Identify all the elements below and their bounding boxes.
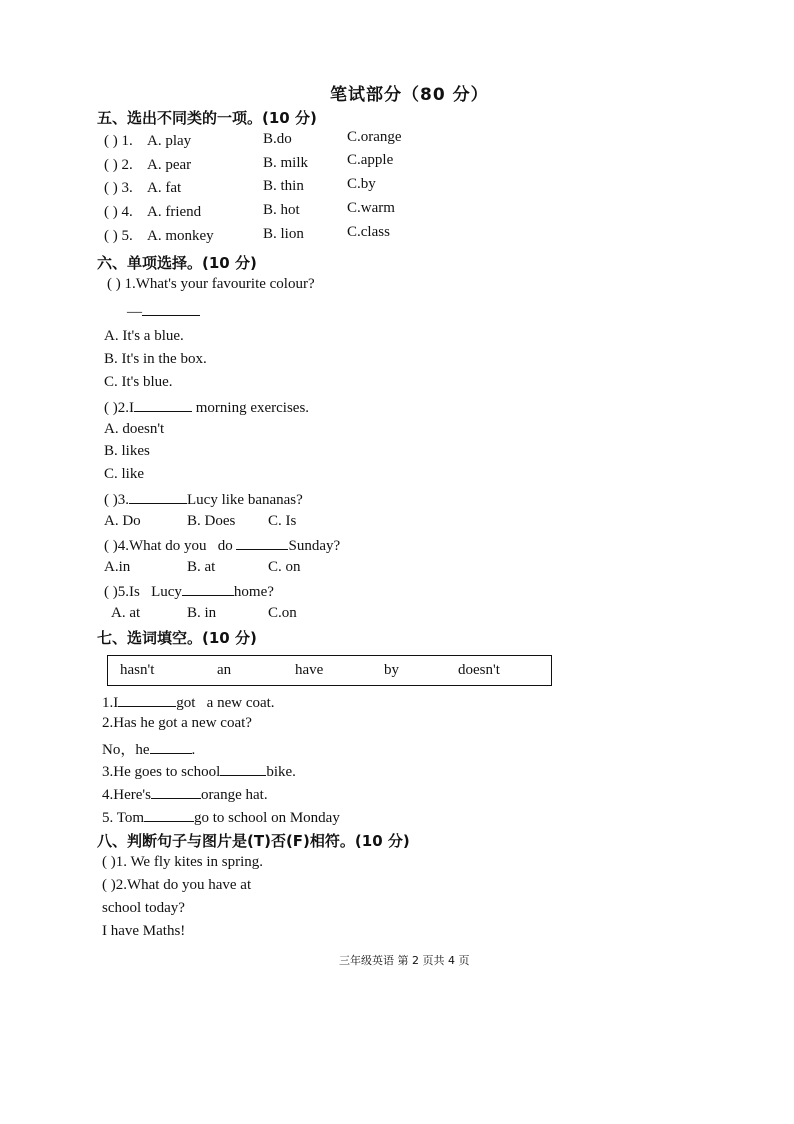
judge-question-2-line-2: school today? — [102, 900, 185, 916]
question-3 — [104, 490, 303, 509]
sentence-post: bike. — [266, 764, 296, 780]
question-4-post: Sunday? — [288, 538, 341, 554]
judge-question-2-line-3: I have Maths! — [102, 923, 186, 939]
fill-blank-1[interactable] — [118, 693, 176, 707]
word-bank-word: hasn't — [120, 662, 155, 678]
option-b: B. at — [187, 559, 216, 575]
option-b: B. milk — [263, 155, 309, 171]
question-4-pre: ( )4.What do you do — [104, 538, 233, 554]
question-2-post: morning exercises. — [195, 400, 310, 416]
question-5-blank[interactable] — [182, 582, 234, 596]
sentence-pre: 1.I — [102, 695, 119, 711]
option-a: A. fat — [147, 180, 182, 196]
option-b: B.do — [263, 131, 292, 147]
option-c: C.on — [268, 605, 297, 621]
sentence-pre: 4.Here's — [102, 787, 151, 803]
section-8-heading: 八、判断句子与图片是(T)否(F)相符。(10 分) — [97, 832, 410, 850]
option-b: B. lion — [263, 226, 304, 242]
item-number: ( ) 1. — [104, 133, 133, 149]
answer-blank[interactable] — [142, 302, 200, 316]
sentence-pre: 5. Tom — [102, 810, 145, 826]
option-a: A.in — [104, 559, 131, 575]
option-a: A. doesn't — [104, 421, 165, 437]
sentence-post: got a new coat. — [176, 695, 275, 711]
option-a: A. friend — [147, 204, 202, 220]
fill-sentence-3 — [102, 762, 296, 781]
question-4-blank[interactable] — [236, 536, 288, 550]
word-bank-box — [107, 655, 552, 686]
fill-sentence-2-question: 2.Has he got a new coat? — [102, 715, 252, 731]
option-c: C. Is — [268, 513, 297, 529]
item-number: ( ) 4. — [104, 204, 133, 220]
judge-question-2-line-1: ( )2.What do you have at — [102, 877, 252, 893]
option-c: C.by — [347, 176, 376, 192]
option-b: B. It's in the box. — [104, 351, 207, 367]
question-2-blank[interactable] — [134, 398, 192, 412]
question-2 — [104, 398, 309, 417]
fill-blank-5[interactable] — [144, 808, 194, 822]
item-number: ( ) 3. — [104, 180, 133, 196]
item-number: ( ) 2. — [104, 157, 133, 173]
fill-blank-3[interactable] — [220, 762, 266, 776]
fill-sentence-2-answer — [102, 738, 195, 759]
fill-sentence-1 — [102, 693, 275, 712]
option-c: C. It's blue. — [104, 374, 173, 390]
sentence-pre: No，he — [102, 742, 150, 758]
section-5-heading: 五、选出不同类的一项。(10 分) — [97, 109, 317, 127]
fill-sentence-4 — [102, 785, 268, 804]
option-a: A. pear — [147, 157, 192, 173]
sentence-pre: 3.He goes to school — [102, 764, 221, 780]
judge-question-1: ( )1. We fly kites in spring. — [102, 854, 263, 870]
word-bank-word: have — [295, 662, 324, 678]
question-3-post: Lucy like bananas? — [187, 492, 303, 508]
option-c: C.class — [347, 224, 390, 240]
question-2-pre: ( )2.I — [104, 400, 134, 416]
option-a: A. Do — [104, 513, 141, 529]
question-4 — [104, 536, 340, 555]
option-b: B. hot — [263, 202, 300, 218]
page-footer: 三年级英语 第 2 页共 4 页 — [339, 954, 470, 967]
page-title: 笔试部分（80 分） — [330, 85, 489, 105]
option-c: C.warm — [347, 200, 395, 216]
section-7-heading: 七、选词填空。(10 分) — [97, 629, 257, 647]
answer-line — [127, 302, 200, 321]
question-1-stem: ( ) 1.What's your favourite colour? — [107, 276, 315, 292]
word-bank-word: an — [217, 662, 232, 678]
item-number: ( ) 5. — [104, 228, 133, 244]
option-a: A. monkey — [147, 228, 214, 244]
question-5 — [104, 582, 274, 601]
sentence-post: orange hat. — [200, 787, 268, 803]
option-b: B. in — [187, 605, 217, 621]
question-3-pre: ( )3. — [104, 492, 129, 508]
option-a: A. play — [147, 133, 192, 149]
question-5-pre: ( )5.Is Lucy — [104, 584, 182, 600]
word-bank-word: by — [384, 662, 399, 678]
option-b: B. likes — [104, 443, 150, 459]
section-6-heading: 六、单项选择。(10 分) — [97, 254, 257, 272]
option-a: A. It's a blue. — [104, 328, 184, 344]
question-3-blank[interactable] — [129, 490, 187, 504]
option-c: C.apple — [347, 152, 394, 168]
fill-sentence-5 — [102, 808, 340, 827]
fill-blank-4[interactable] — [151, 785, 201, 799]
option-c: C. on — [268, 559, 301, 575]
word-bank-word: doesn't — [458, 662, 500, 678]
answer-dash: — — [127, 304, 142, 320]
fill-blank-2[interactable] — [150, 740, 192, 754]
option-b: B. Does — [187, 513, 236, 529]
option-a: A. at — [111, 605, 141, 621]
question-5-post: home? — [233, 584, 274, 600]
option-c: C. like — [104, 466, 144, 482]
option-b: B. thin — [263, 178, 304, 194]
sentence-post: go to school on Monday — [194, 810, 340, 826]
option-c: C.orange — [347, 129, 402, 145]
sentence-post: . — [191, 742, 196, 758]
